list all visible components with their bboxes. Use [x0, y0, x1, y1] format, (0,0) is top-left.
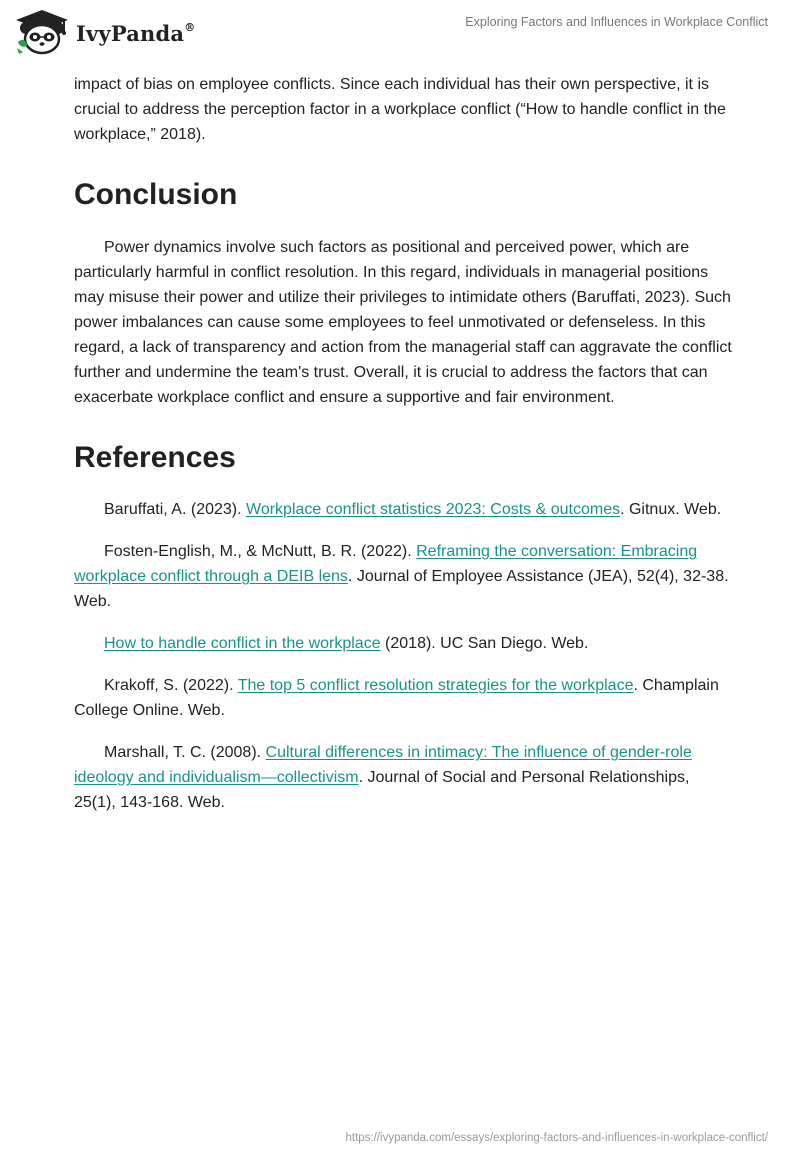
reference-item	[74, 539, 734, 614]
brand-name: IvyPanda®	[76, 20, 196, 46]
reference-text: . Champlain College Online. Web.	[74, 677, 719, 719]
reference-link[interactable]: The top 5 conflict resolution strategies for the workplace	[237, 677, 634, 694]
reference-link[interactable]: Cultural differences in intimacy: The influence of gender-role ideology and individualism—collectivism	[74, 744, 692, 786]
ivypanda-logo[interactable]	[14, 8, 204, 56]
references-heading: References	[74, 441, 236, 474]
reference-text: . Journal of Employee Assistance (JEA), 52(4), 32-38. Web.	[74, 568, 729, 610]
reference-link[interactable]: Reframing the conversation: Embracing workplace conflict through a DEIB lens	[74, 543, 698, 585]
essay-content	[74, 72, 734, 815]
panda-graduate-icon	[14, 8, 70, 56]
source-url: https://ivypanda.com/essays/exploring-factors-and-influences-in-workplace-conflict/	[345, 1132, 768, 1144]
reference-text: . Journal of Social and Personal Relationships, 25(1), 143-168. Web.	[74, 769, 690, 811]
reference-item	[74, 673, 734, 723]
intro-paragraph: impact of bias on employee conflicts. Since each individual has their own perspective, it is crucial to address the perception factor in a workplace conflict (“How to handle conflict in the workplace,” 2018).	[74, 76, 726, 143]
reference-text: Fosten-English, M., & McNutt, B. R. (2022).	[104, 543, 417, 560]
reference-text: Baruffati, A. (2023).	[104, 501, 247, 518]
reference-text: . Gitnux. Web.	[620, 501, 722, 518]
conclusion-paragraph: Power dynamics involve such factors as positional and perceived power, which are particularly harmful in conflict resolution. In this regard, individuals in managerial positions may misuse their power and utilize their privileges to intimidate others (Baruffati, 2023). Such power imbalances can cause some employees to feel unmotivated or defenseless. In this regard, a lack of transparency and action from the managerial staff can aggravate the conflict further and undermine the team's trust. Overall, it is crucial to address the factors that can exacerbate workplace conflict and ensure a supportive and fair environment.	[74, 239, 732, 406]
reference-text: Krakoff, S. (2022).	[104, 677, 238, 694]
reference-item	[74, 497, 734, 522]
reference-link[interactable]: Workplace conflict statistics 2023: Costs & outcomes	[246, 501, 621, 518]
reference-item	[74, 740, 734, 815]
page-header	[0, 0, 800, 60]
conclusion-heading: Conclusion	[74, 178, 238, 211]
document-title: Exploring Factors and Influences in Workplace Conflict	[465, 15, 768, 29]
reference-link[interactable]: How to handle conflict in the workplace	[104, 635, 381, 652]
reference-item	[74, 631, 734, 656]
reference-text: Marshall, T. C. (2008).	[104, 744, 266, 761]
reference-text: (2018). UC San Diego. Web.	[380, 635, 589, 652]
